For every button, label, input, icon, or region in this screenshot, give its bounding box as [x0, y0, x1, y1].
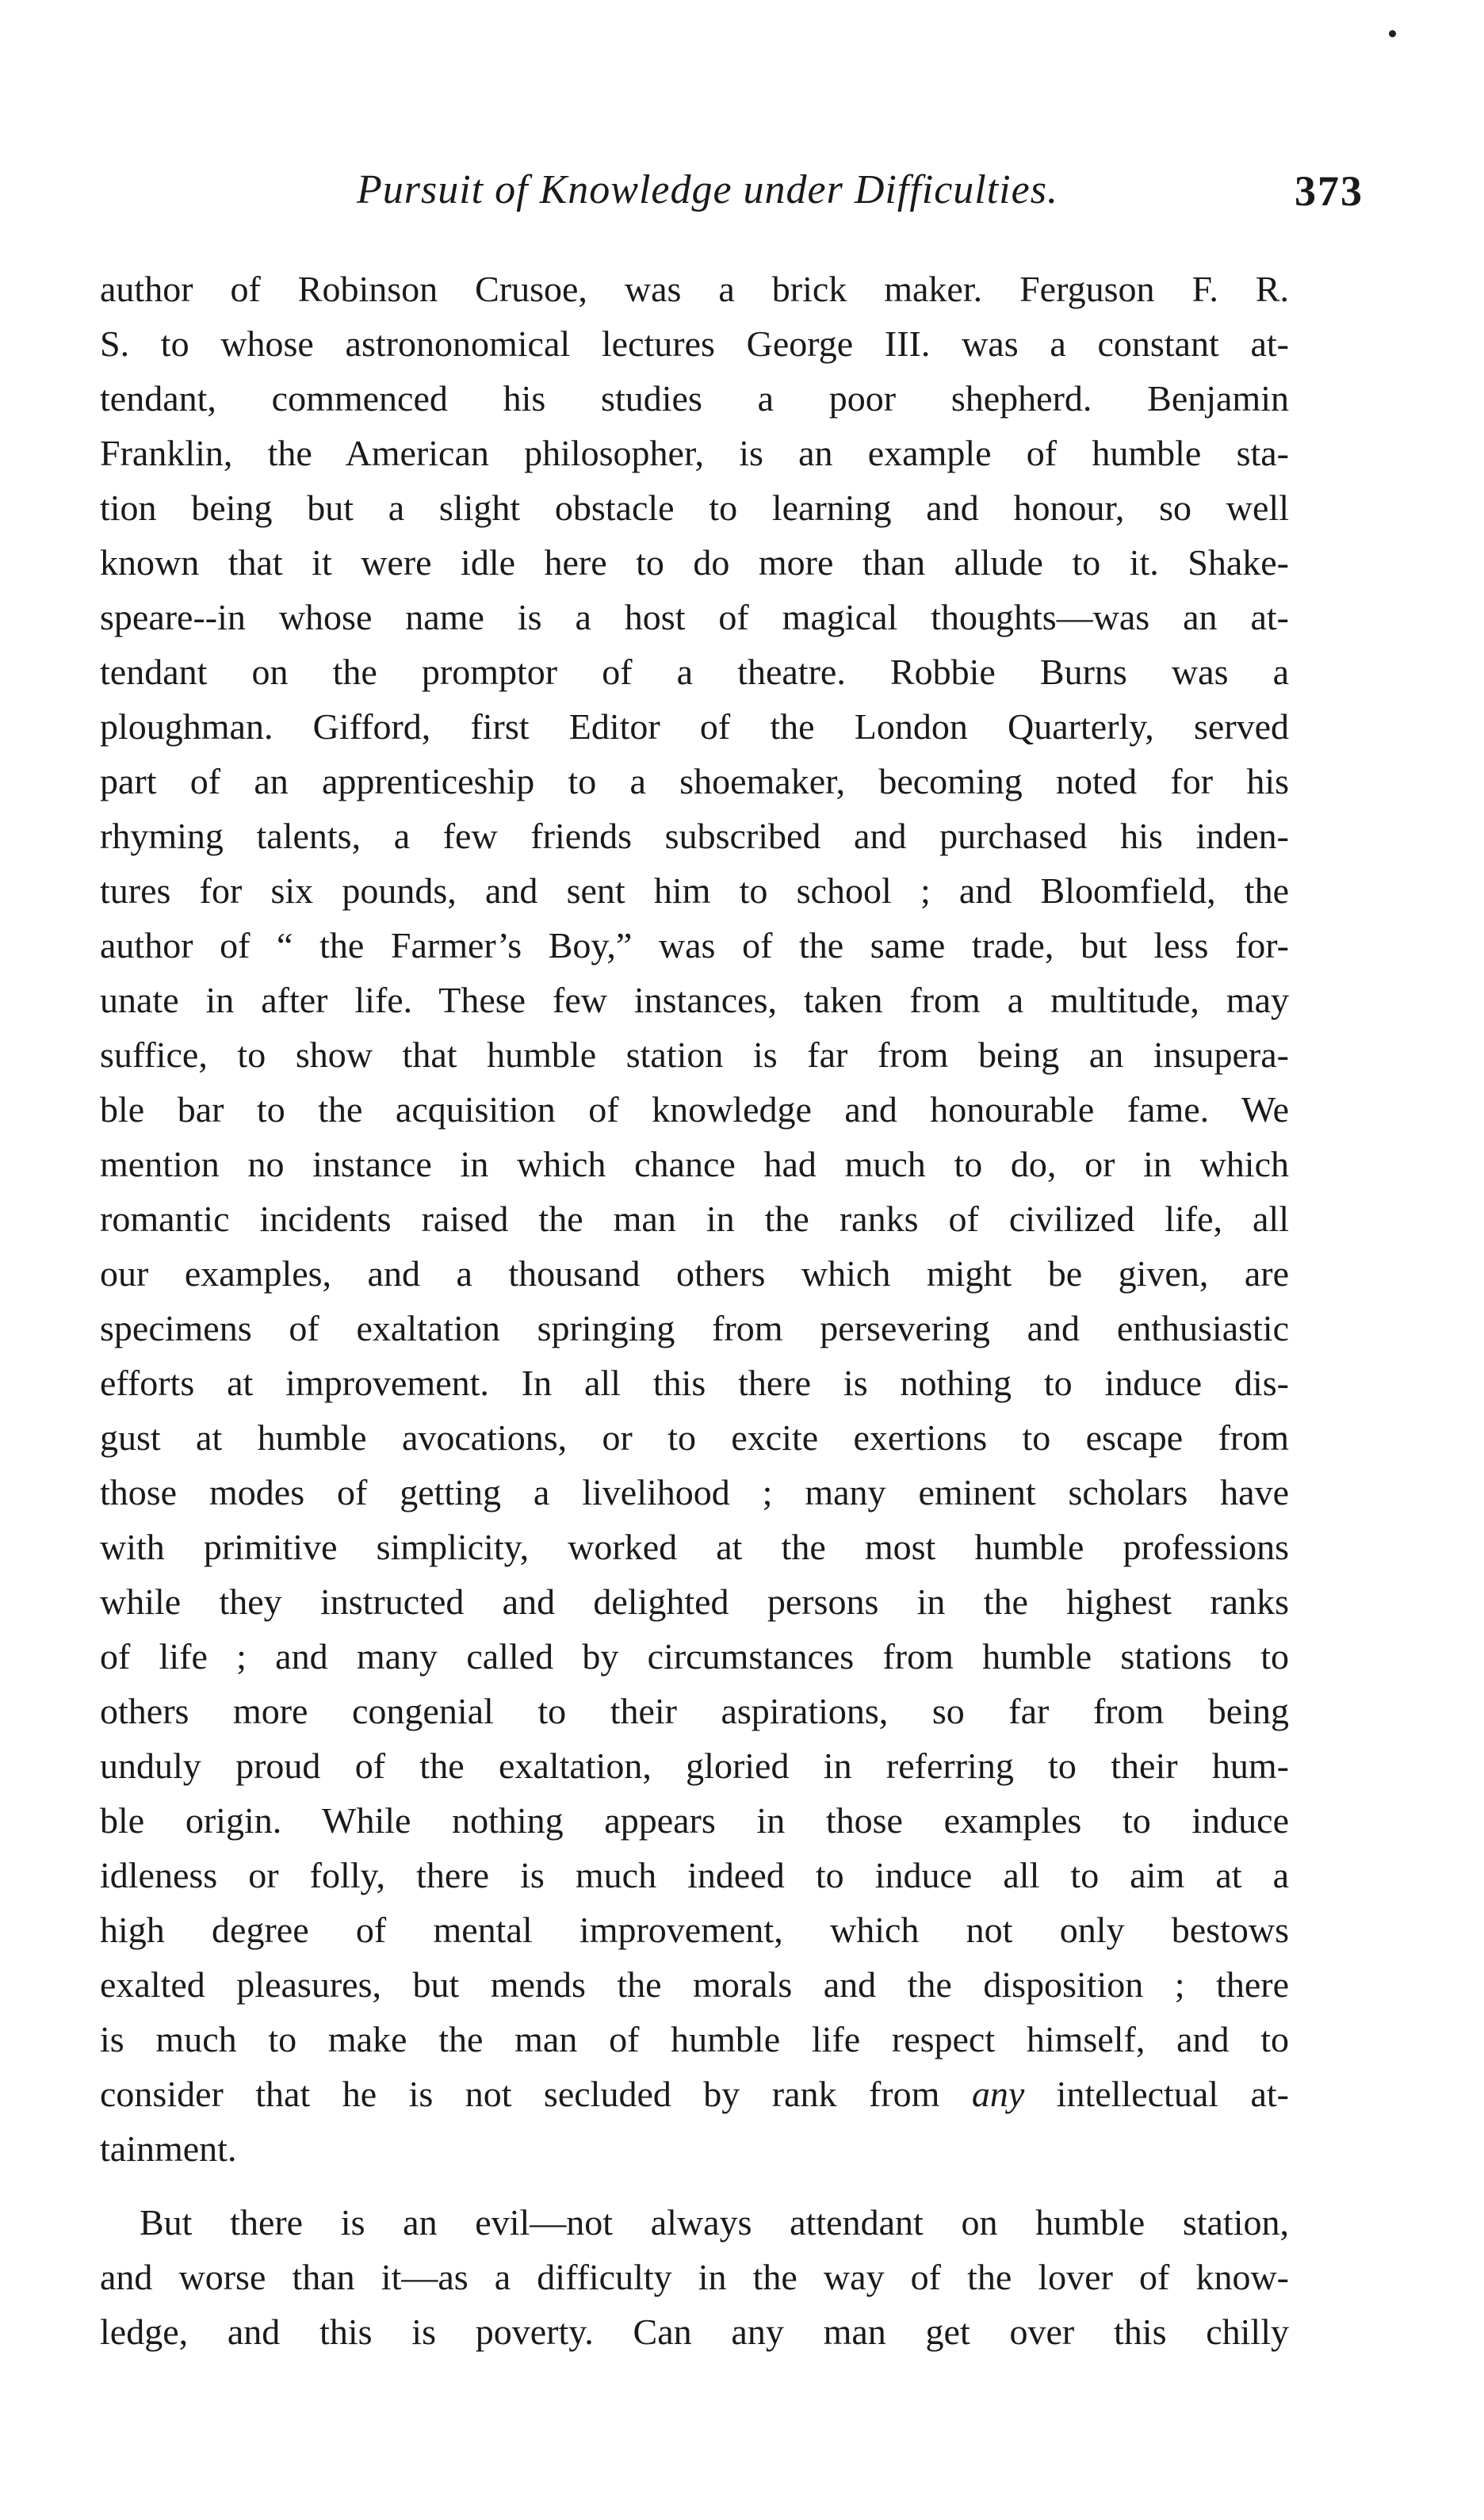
text-line: unate in after life. These few instances, taken from a multitude, may — [100, 980, 1289, 1020]
text-line: ploughman. Gifford, first Editor of the London Quarterly, served — [100, 706, 1289, 747]
paragraph-gap — [100, 2176, 1289, 2195]
text-line: tendant on the promptor of a theatre. Robbie Burns was a — [100, 652, 1289, 692]
ink-dot — [1389, 30, 1396, 37]
text-line: high degree of mental improvement, which not only bestows — [100, 1910, 1289, 1950]
paragraph-2 — [100, 2195, 1289, 2359]
text-line: speare--in whose name is a host of magical thoughts—was an at- — [100, 597, 1289, 637]
running-title: Pursuit of Knowledge under Difficulties. — [357, 167, 1058, 212]
text-line: idleness or folly, there is much indeed to induce all to aim at a — [100, 1855, 1289, 1895]
text-line: while they instructed and delighted persons in the highest ranks — [100, 1581, 1289, 1622]
text-line: tainment. — [100, 2128, 237, 2169]
text-line: rhyming talents, a few friends subscribed and purchased his inden- — [100, 816, 1289, 856]
text-line: efforts at improvement. In all this there is nothing to induce dis- — [100, 1363, 1289, 1403]
text-line: ledge, and this is poverty. Can any man get over this chilly — [100, 2312, 1289, 2352]
text-line: of life ; and many called by circumstances from humble stations to — [100, 1636, 1289, 1677]
text-line: S. to whose astrononomical lectures George III. was a constant at- — [100, 323, 1289, 364]
text-line: gust at humble avocations, or to excite exertions to escape from — [100, 1417, 1289, 1458]
text-line: is much to make the man of humble life respect himself, and to — [100, 2019, 1289, 2059]
text-line: ble origin. While nothing appears in those examples to induce — [100, 1800, 1289, 1841]
text-line: exalted pleasures, but mends the morals and the disposition ; there — [100, 1964, 1289, 2005]
text-line: author of “ the Farmer’s Boy,” was of the same trade, but less for- — [100, 925, 1289, 966]
text-line: suffice, to show that humble station is far from being an insupera- — [100, 1034, 1289, 1075]
text-line: those modes of getting a livelihood ; many eminent scholars have — [100, 1472, 1289, 1512]
running-head — [103, 166, 1364, 230]
emphasized-word: any — [971, 2074, 1025, 2114]
text-line: tures for six pounds, and sent him to school ; and Bloomfield, the — [100, 870, 1289, 911]
text-line: romantic incidents raised the man in the ranks of civilized life, all — [100, 1199, 1289, 1239]
text-line-with-emphasis: consider that he is not secluded by rank from any intellectual at- — [100, 2074, 1289, 2114]
text-line: unduly proud of the exaltation, gloried in referring to their hum- — [100, 1746, 1289, 1786]
text-line: But there is an evil—not always attendant on humble station, — [140, 2202, 1289, 2243]
text-line: and worse than it—as a difficulty in the way of the lover of know- — [100, 2257, 1289, 2297]
page-number: 373 — [1295, 167, 1364, 215]
text-line: author of Robinson Crusoe, was a brick maker. Ferguson F. R. — [100, 269, 1289, 309]
text-line: others more congenial to their aspirations, so far from being — [100, 1691, 1289, 1731]
text-line: mention no instance in which chance had much to do, or in which — [100, 1144, 1289, 1184]
text-line: with primitive simplicity, worked at the most humble professions — [100, 1527, 1289, 1567]
text-line: tion being but a slight obstacle to learning and honour, so well — [100, 488, 1289, 528]
text-line: tendant, commenced his studies a poor shepherd. Benjamin — [100, 378, 1289, 419]
text-line: ble bar to the acquisition of knowledge and honourable fame. We — [100, 1089, 1289, 1130]
text-line: Franklin, the American philosopher, is an example of humble sta- — [100, 433, 1289, 473]
text-line: our examples, and a thousand others which might be given, are — [100, 1253, 1289, 1294]
body-text — [100, 262, 1289, 2359]
text-line: part of an apprenticeship to a shoemaker, becoming noted for his — [100, 761, 1289, 801]
text-line: specimens of exaltation springing from persevering and enthusiastic — [100, 1308, 1289, 1348]
text-line: known that it were idle here to do more than allude to it. Shake- — [100, 542, 1289, 583]
paragraph-1 — [100, 262, 1289, 2176]
